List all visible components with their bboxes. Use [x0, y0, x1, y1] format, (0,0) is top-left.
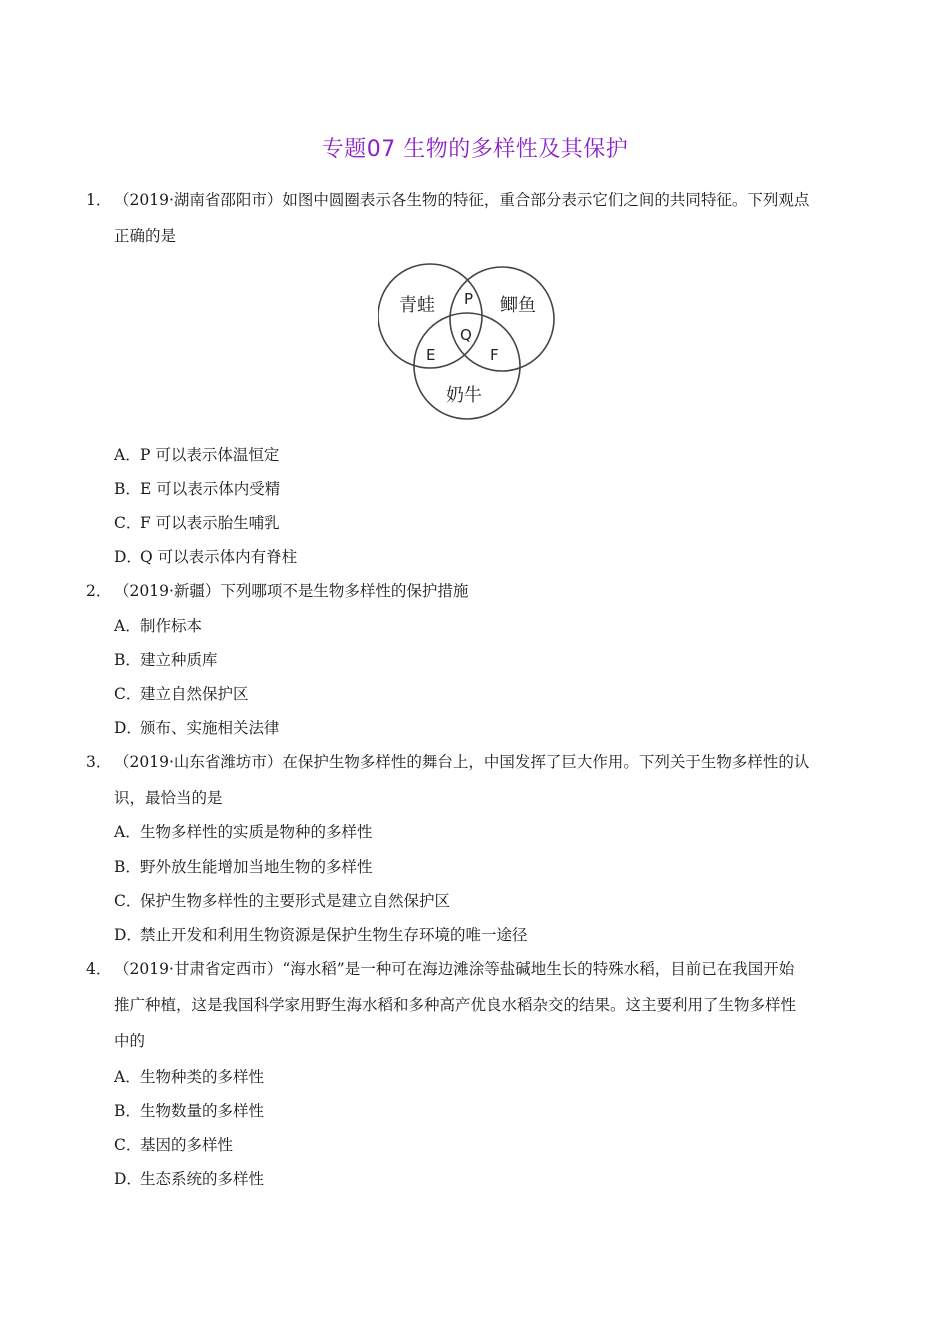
question-number: 4． [86, 960, 112, 978]
option-4b: B．生物数量的多样性 [114, 1102, 265, 1120]
label-q: Q [460, 326, 472, 344]
label-e: E [426, 346, 436, 364]
question-stem: （2019·新疆）下列哪项不是生物多样性的保护措施 [114, 582, 469, 600]
question-1 [86, 182, 866, 254]
label-p: P [464, 290, 474, 308]
option-4a: A．生物种类的多样性 [114, 1068, 265, 1086]
question-number: 3． [86, 753, 112, 771]
question-number: 2． [86, 582, 112, 600]
venn-diagram [378, 258, 562, 424]
option-2a: A．制作标本 [114, 617, 203, 635]
option-3b: B．野外放生能增加当地生物的多样性 [114, 858, 373, 876]
option-3d: D．禁止开发和利用生物资源是保护生物生存环境的唯一途径 [114, 926, 528, 944]
option-1a: A．P 可以表示体温恒定 [114, 446, 280, 464]
question-number: 1． [86, 191, 112, 209]
question-stem: （2019·山东省潍坊市）在保护生物多样性的舞台上，中国发挥了巨大作用。下列关于生物多样性的认 [114, 753, 810, 771]
option-4c: C．基因的多样性 [114, 1136, 234, 1154]
question-stem-continued: 识，最恰当的是 [114, 789, 223, 807]
question-stem-continued: 正确的是 [114, 227, 177, 245]
option-2b: B．建立种质库 [114, 651, 218, 669]
option-1b: B．E 可以表示体内受精 [114, 480, 281, 498]
question-2 [86, 573, 866, 609]
question-4 [86, 951, 866, 1059]
option-1d: D．Q 可以表示体内有脊柱 [114, 548, 298, 566]
page-title: 专题07 生物的多样性及其保护 [321, 137, 629, 162]
option-3a: A．生物多样性的实质是物种的多样性 [114, 823, 373, 841]
option-2c: C．建立自然保护区 [114, 685, 249, 703]
question-3 [86, 744, 866, 816]
option-1c: C．F 可以表示胎生哺乳 [114, 514, 280, 532]
label-frog: 青蛙 [399, 295, 435, 316]
question-stem: （2019·湖南省邵阳市）如图中圆圈表示各生物的特征，重合部分表示它们之间的共同特征。下列观点 [114, 191, 810, 209]
label-cow: 奶牛 [446, 385, 482, 406]
question-stem-continued: 中的 [114, 1032, 146, 1050]
circle-carp [450, 267, 554, 371]
option-4d: D．生态系统的多样性 [114, 1170, 265, 1188]
label-f: F [490, 346, 499, 364]
question-stem: （2019·甘肃省定西市）“海水稻”是一种可在海边滩涂等盐碱地生长的特殊水稻，目前已在我国开始 [114, 960, 795, 978]
question-stem-continued: 推广种植，这是我国科学家用野生海水稻和多种高产优良水稻杂交的结果。这主要利用了生物多样性 [114, 996, 797, 1014]
label-carp: 鲫鱼 [500, 295, 536, 316]
option-3c: C．保护生物多样性的主要形式是建立自然保护区 [114, 892, 451, 910]
option-2d: D．颁布、实施相关法律 [114, 719, 280, 737]
